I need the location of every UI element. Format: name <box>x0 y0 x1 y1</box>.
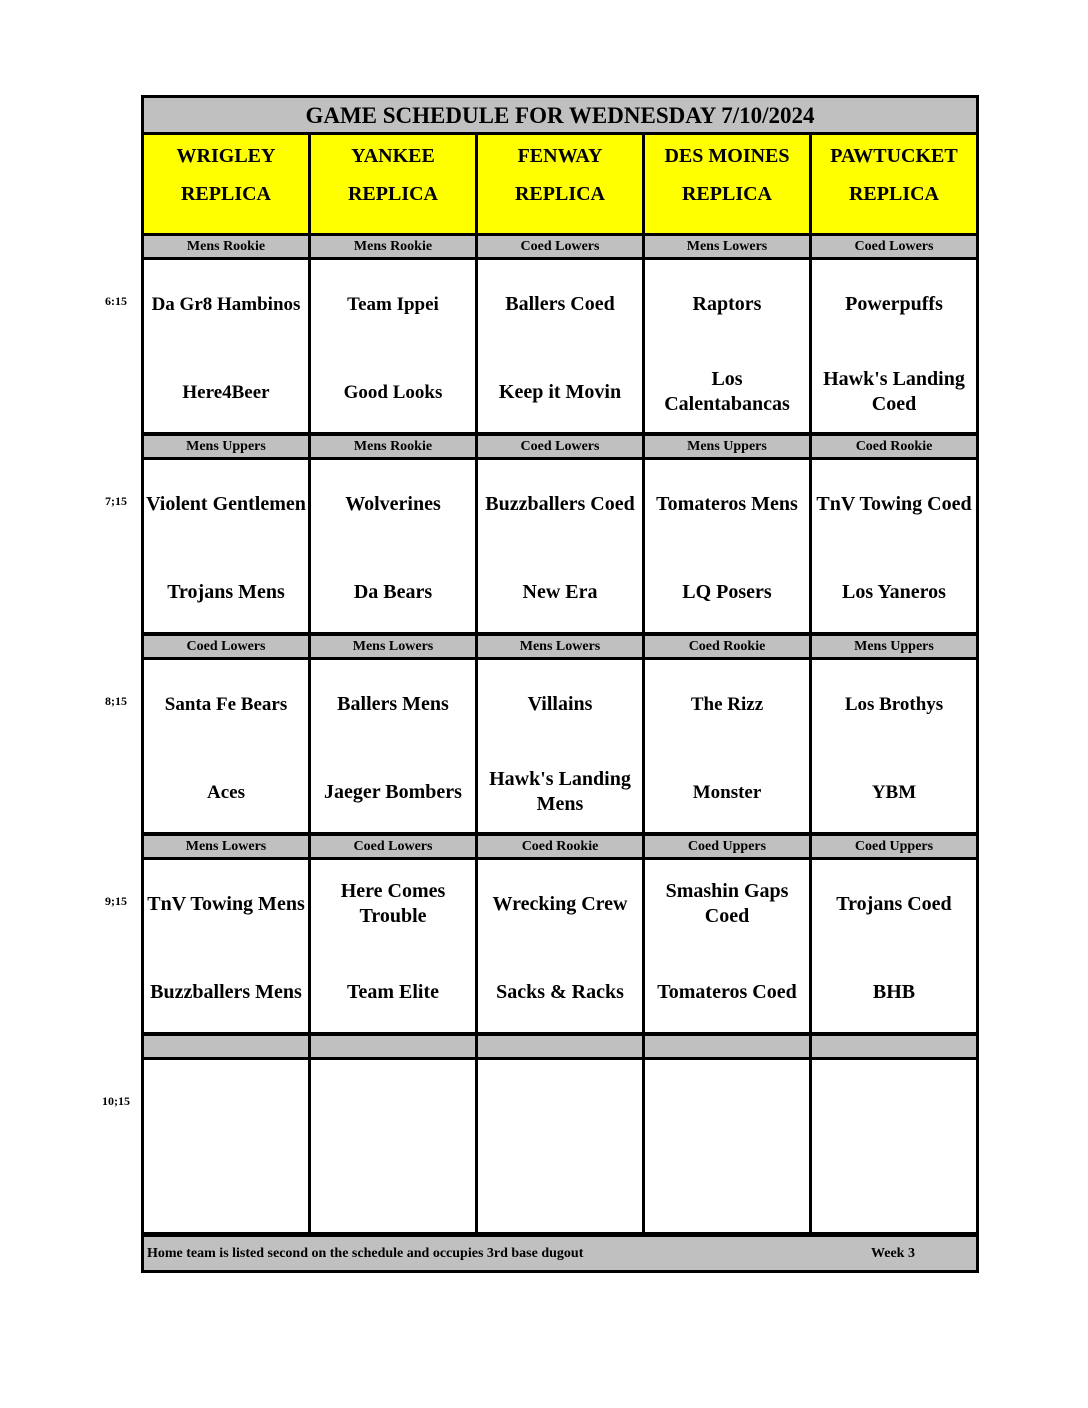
home-team <box>311 1164 475 1220</box>
game-cell <box>311 260 475 432</box>
time-slot-label: 7;15 <box>105 494 127 508</box>
away-team: Raptors <box>692 292 762 315</box>
away-team: Wolverines <box>345 492 441 515</box>
game-cell <box>144 260 308 432</box>
division-label: Coed Lowers <box>144 636 308 657</box>
game-cell <box>311 1060 475 1232</box>
field-header <box>478 135 642 233</box>
game-cell <box>478 260 642 432</box>
away-team: Los Brothys <box>844 693 944 715</box>
division-label: Mens Uppers <box>812 636 976 657</box>
away-team: The Rizz <box>690 693 764 715</box>
field-name: WRIGLEY <box>176 145 276 167</box>
home-team: Da Bears <box>353 580 433 603</box>
field-header <box>144 135 308 233</box>
game-cell <box>144 460 308 632</box>
away-team: Smashin Gaps Coed <box>665 880 789 927</box>
away-team: Villains <box>527 692 593 715</box>
home-team: Los Yaneros <box>842 580 946 603</box>
home-team: Monster <box>692 781 762 803</box>
game-cell <box>311 460 475 632</box>
game-cell <box>812 860 976 1032</box>
away-team: Da Gr8 Hambinos <box>151 293 301 315</box>
game-cell <box>645 460 809 632</box>
time-slot-label: 9;15 <box>105 894 127 908</box>
home-team: Tomateros Coed <box>657 980 797 1003</box>
game-cell <box>812 260 976 432</box>
game-cell <box>478 1060 642 1232</box>
division-label <box>812 1036 976 1057</box>
division-label: Mens Uppers <box>645 436 809 457</box>
game-cell <box>478 660 642 832</box>
division-label: Coed Rookie <box>812 436 976 457</box>
away-team: Violent Gentlemen <box>146 492 306 515</box>
away-team <box>478 1076 642 1132</box>
division-label: Coed Lowers <box>478 236 642 257</box>
away-team: Buzzballers Coed <box>485 492 635 515</box>
division-label <box>645 1036 809 1057</box>
field-subtitle: REPLICA <box>180 183 271 205</box>
division-label: Mens Rookie <box>311 436 475 457</box>
field-name: YANKEE <box>351 145 435 167</box>
away-team: Wrecking Crew <box>492 892 628 915</box>
division-label: Coed Lowers <box>311 836 475 857</box>
game-cell <box>645 660 809 832</box>
home-team: New Era <box>522 580 598 603</box>
away-team: TnV Towing Coed <box>816 492 972 515</box>
away-team: Team Ippei <box>347 293 439 315</box>
home-team <box>478 1164 642 1220</box>
division-label: Coed Rookie <box>478 836 642 857</box>
division-label: Mens Lowers <box>311 636 475 657</box>
time-slot-label: 8;15 <box>105 694 127 708</box>
game-cell <box>144 860 308 1032</box>
away-team <box>812 1076 976 1132</box>
schedule-table <box>141 95 979 1273</box>
field-header <box>812 135 976 233</box>
home-team: Trojans Mens <box>167 580 285 603</box>
away-team <box>311 1076 475 1132</box>
division-label: Mens Lowers <box>478 636 642 657</box>
division-label: Mens Rookie <box>311 236 475 257</box>
division-label: Coed Lowers <box>812 236 976 257</box>
away-team: Ballers Coed <box>505 292 615 315</box>
field-subtitle: REPLICA <box>514 183 605 205</box>
time-slot-label: 6:15 <box>105 294 127 308</box>
away-team: TnV Towing Mens <box>147 892 305 915</box>
game-cell <box>645 860 809 1032</box>
week-label: Week 3 <box>871 1246 915 1261</box>
division-label <box>144 1036 308 1057</box>
division-label: Coed Rookie <box>645 636 809 657</box>
home-team: Hawk's Landing Mens <box>489 768 631 815</box>
game-cell <box>645 260 809 432</box>
division-label <box>478 1036 642 1057</box>
home-team: Buzzballers Mens <box>150 980 302 1003</box>
game-cell <box>144 1060 308 1232</box>
away-team: Here Comes Trouble <box>340 880 446 927</box>
away-team: Powerpuffs <box>845 292 943 315</box>
game-cell <box>812 1060 976 1232</box>
game-cell <box>478 460 642 632</box>
division-label: Coed Uppers <box>645 836 809 857</box>
field-name: FENWAY <box>517 145 603 167</box>
game-cell <box>478 860 642 1032</box>
field-subtitle: REPLICA <box>848 183 939 205</box>
away-team <box>645 1076 809 1132</box>
field-name: PAWTUCKET <box>830 145 958 167</box>
home-team: Sacks & Racks <box>496 980 624 1003</box>
field-name: DES MOINES <box>664 145 790 167</box>
game-cell <box>144 660 308 832</box>
home-team: Hawk's Landing Coed <box>823 368 965 415</box>
division-label: Mens Lowers <box>144 836 308 857</box>
game-cell <box>812 660 976 832</box>
away-team: Tomateros Mens <box>656 492 798 515</box>
home-team: BHB <box>872 980 916 1003</box>
game-cell <box>311 860 475 1032</box>
home-team: Keep it Movin <box>498 380 622 403</box>
home-team: Los Calentabancas <box>664 368 790 415</box>
division-label: Mens Uppers <box>144 436 308 457</box>
home-team-note: Home team is listed second on the schedule and occupies 3rd base dugout <box>147 1246 584 1261</box>
away-team: Ballers Mens <box>337 692 449 715</box>
home-team: Team Elite <box>346 980 440 1003</box>
game-cell <box>311 660 475 832</box>
away-team: Santa Fe Bears <box>164 693 288 715</box>
home-team: YBM <box>871 781 917 803</box>
home-team: LQ Posers <box>682 580 772 603</box>
field-header <box>645 135 809 233</box>
division-label: Coed Uppers <box>812 836 976 857</box>
field-subtitle: REPLICA <box>681 183 772 205</box>
field-subtitle: REPLICA <box>347 183 438 205</box>
footer-bar <box>144 1237 976 1270</box>
home-team <box>812 1164 976 1220</box>
home-team <box>645 1164 809 1220</box>
division-label: Mens Lowers <box>645 236 809 257</box>
division-label <box>311 1036 475 1057</box>
division-label: Mens Rookie <box>144 236 308 257</box>
field-header <box>311 135 475 233</box>
home-team: Here4Beer <box>182 381 270 403</box>
game-cell <box>812 460 976 632</box>
home-team <box>144 1164 308 1220</box>
schedule-title: GAME SCHEDULE FOR WEDNESDAY 7/10/2024 <box>144 98 976 135</box>
home-team: Aces <box>207 781 245 803</box>
game-cell <box>645 1060 809 1232</box>
division-label: Coed Lowers <box>478 436 642 457</box>
time-slot-label: 10;15 <box>102 1094 130 1108</box>
home-team: Jaeger Bombers <box>324 780 462 803</box>
away-team <box>144 1076 308 1132</box>
away-team: Trojans Coed <box>836 892 952 915</box>
home-team: Good Looks <box>343 381 443 403</box>
